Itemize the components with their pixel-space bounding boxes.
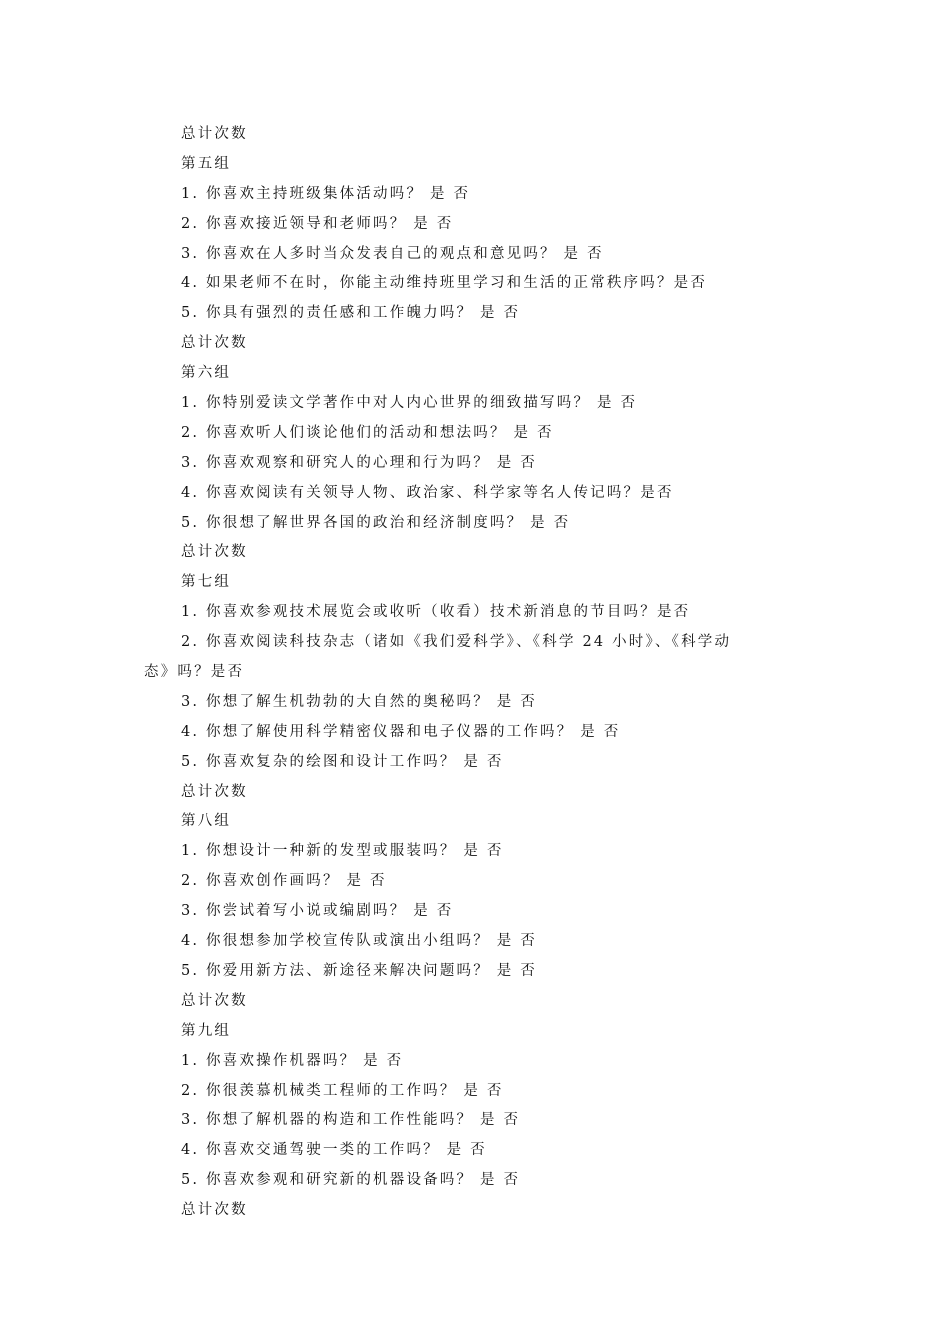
question-line: 4. 你很想参加学校宣传队或演出小组吗？ 是 否 (181, 933, 537, 950)
question-line: 4. 你喜欢阅读有关领导人物、政治家、科学家等名人传记吗？是否 (181, 484, 674, 501)
question-line: 4. 你喜欢交通驾驶一类的工作吗？ 是 否 (181, 1142, 487, 1159)
question-line: 1. 你喜欢主持班级集体活动吗？ 是 否 (181, 185, 471, 202)
question-line: 4. 你想了解使用科学精密仪器和电子仪器的工作吗？ 是 否 (181, 723, 621, 740)
group-heading: 第五组 (181, 155, 232, 172)
question-line: 4. 如果老师不在时，你能主动维持班里学习和生活的正常秩序吗？是否 (181, 275, 708, 292)
question-line: 1. 你特别爱读文学著作中对人内心世界的细致描写吗？ 是 否 (181, 395, 638, 412)
total-count-line: 总计次数 (181, 783, 248, 800)
question-line: 5. 你很想了解世界各国的政治和经济制度吗？ 是 否 (181, 514, 571, 531)
question-line: 2. 你喜欢接近领导和老师吗？ 是 否 (181, 215, 454, 232)
total-count-line: 总计次数 (181, 992, 248, 1009)
question-line: 5. 你喜欢参观和研究新的机器设备吗？ 是 否 (181, 1172, 521, 1189)
question-line: 1. 你想设计一种新的发型或服装吗？ 是 否 (181, 843, 504, 860)
question-line: 3. 你喜欢在人多时当众发表自己的观点和意见吗？ 是 否 (181, 245, 604, 262)
question-line: 3. 你喜欢观察和研究人的心理和行为吗？ 是 否 (181, 454, 537, 471)
question-line: 3. 你想了解机器的构造和工作性能吗？ 是 否 (181, 1112, 521, 1129)
question-line: 5. 你具有强烈的责任感和工作魄力吗？ 是 否 (181, 305, 521, 322)
question-line: 2. 你喜欢阅读科技杂志（诸如《我们爱科学》、《科学 24 小时》、《科学动 (181, 634, 732, 651)
group-heading: 第七组 (181, 574, 232, 591)
question-line: 1. 你喜欢参观技术展览会或收听（收看）技术新消息的节目吗？是否 (181, 604, 691, 621)
question-line: 5. 你喜欢复杂的绘图和设计工作吗？ 是 否 (181, 753, 504, 770)
total-count-line: 总计次数 (181, 1202, 248, 1219)
total-count-line: 总计次数 (181, 335, 248, 352)
group-heading: 第八组 (181, 813, 232, 830)
document-page (0, 120, 950, 1226)
question-line: 2. 你喜欢听人们谈论他们的活动和想法吗？ 是 否 (181, 424, 554, 441)
total-count-line: 总计次数 (181, 544, 248, 561)
question-continuation-line: 态》吗？是否 (144, 664, 245, 681)
total-count-line: 总计次数 (181, 126, 248, 142)
group-heading: 第六组 (181, 365, 232, 382)
question-line: 3. 你尝试着写小说或编剧吗？ 是 否 (181, 903, 454, 920)
group-heading: 第九组 (181, 1022, 232, 1039)
question-line: 5. 你爱用新方法、新途径来解决问题吗？ 是 否 (181, 962, 537, 979)
question-line: 3. 你想了解生机勃勃的大自然的奥秘吗？ 是 否 (181, 693, 537, 710)
question-line: 2. 你喜欢创作画吗？ 是 否 (181, 873, 387, 890)
question-line: 2. 你很羡慕机械类工程师的工作吗？ 是 否 (181, 1082, 504, 1099)
question-line: 1. 你喜欢操作机器吗？ 是 否 (181, 1052, 404, 1069)
